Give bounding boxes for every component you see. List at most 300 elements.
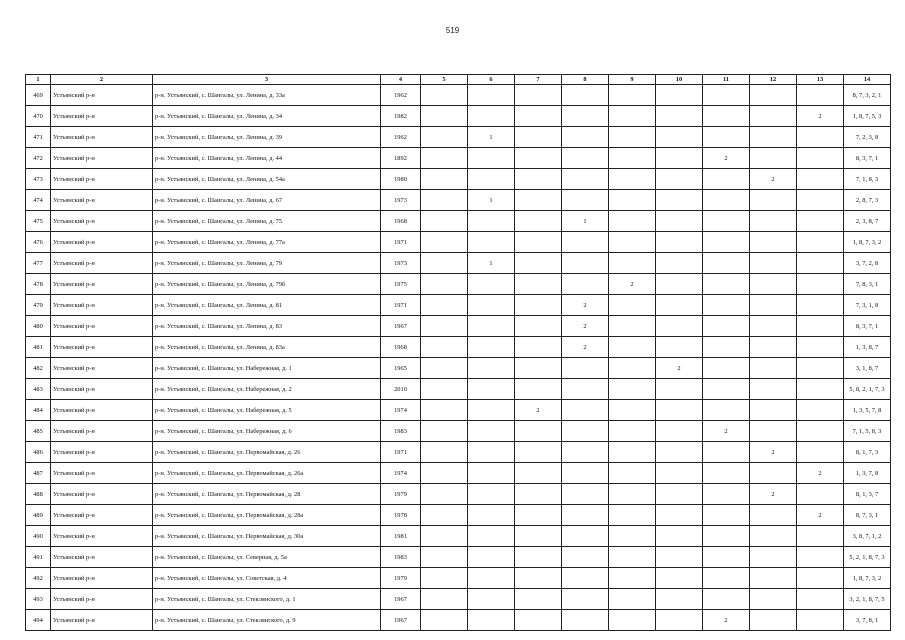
table-cell: Устьянский р-н	[51, 106, 153, 127]
table-cell: Устьянский р-н	[51, 169, 153, 190]
table-cell	[515, 106, 562, 127]
table-row	[26, 106, 891, 127]
table-cell: 2	[797, 505, 844, 526]
table-cell: 489	[26, 505, 51, 526]
table-cell	[703, 358, 750, 379]
table-cell: 1983	[381, 421, 421, 442]
table-cell	[421, 337, 468, 358]
table-cell: 1, 8, 7, 3, 2	[844, 232, 891, 253]
table-cell	[468, 400, 515, 421]
table-cell	[609, 379, 656, 400]
table-cell	[421, 232, 468, 253]
table-cell	[703, 547, 750, 568]
table-cell: 486	[26, 442, 51, 463]
table-cell: р-н. Устьянский, с. Шангалы, ул. Набережная, д. 5	[153, 400, 381, 421]
table-cell: 7, 8, 3, 1	[844, 274, 891, 295]
table-cell: Устьянский р-н	[51, 190, 153, 211]
table-cell	[421, 211, 468, 232]
table-cell: р-н. Устьянский, с. Шангалы, ул. Первомайская, д. 26	[153, 442, 381, 463]
table-cell	[750, 127, 797, 148]
table-cell: 3, 1, 8, 7	[844, 358, 891, 379]
table-cell: р-н. Устьянский, с. Шангалы, ул. Ленина, д. 54а	[153, 169, 381, 190]
table-cell	[703, 190, 750, 211]
table-cell	[797, 127, 844, 148]
table-cell	[750, 505, 797, 526]
table-cell	[656, 337, 703, 358]
table-cell	[656, 610, 703, 631]
table-cell: Устьянский р-н	[51, 547, 153, 568]
table-cell: 478	[26, 274, 51, 295]
table-cell	[562, 610, 609, 631]
table-cell: 8, 7, 3, 1	[844, 505, 891, 526]
table-cell: 469	[26, 85, 51, 106]
table-cell: 481	[26, 337, 51, 358]
table-cell	[703, 463, 750, 484]
table-cell	[656, 253, 703, 274]
table-cell: 1971	[381, 442, 421, 463]
table-cell: 7, 1, 5, 8, 3	[844, 421, 891, 442]
table-cell	[797, 211, 844, 232]
table-cell	[797, 316, 844, 337]
table-cell	[421, 316, 468, 337]
table-cell	[750, 337, 797, 358]
table-cell: 1967	[381, 316, 421, 337]
table-cell: 2010	[381, 379, 421, 400]
table-cell	[421, 400, 468, 421]
table-cell: 475	[26, 211, 51, 232]
table-cell	[797, 589, 844, 610]
table-cell	[609, 127, 656, 148]
table-cell	[421, 547, 468, 568]
table-cell	[703, 232, 750, 253]
table-cell	[750, 148, 797, 169]
table-cell: 2	[562, 295, 609, 316]
table-cell	[609, 484, 656, 505]
table-cell: 482	[26, 358, 51, 379]
table-cell	[515, 127, 562, 148]
table-cell: 7, 1, 8, 3	[844, 169, 891, 190]
table-row	[26, 589, 891, 610]
table-row	[26, 484, 891, 505]
table-cell	[609, 463, 656, 484]
table-cell	[515, 568, 562, 589]
table-cell	[562, 358, 609, 379]
table-cell	[421, 442, 468, 463]
table-cell	[421, 610, 468, 631]
table-cell	[515, 505, 562, 526]
table-cell	[515, 463, 562, 484]
table-cell: Устьянский р-н	[51, 589, 153, 610]
table-cell	[468, 274, 515, 295]
table-cell: 8, 3, 7, 1	[844, 316, 891, 337]
table-cell	[750, 274, 797, 295]
table-cell: р-н. Устьянский, с. Шангалы, ул. Первомайская, д. 28	[153, 484, 381, 505]
table-cell	[468, 568, 515, 589]
table-cell	[750, 589, 797, 610]
table-cell: 488	[26, 484, 51, 505]
table-cell	[703, 379, 750, 400]
table-cell: 484	[26, 400, 51, 421]
table-cell	[656, 127, 703, 148]
header-row	[26, 75, 891, 85]
table-cell	[797, 421, 844, 442]
table-body	[26, 85, 891, 631]
table-cell	[468, 484, 515, 505]
table-cell: 3, 7, 8, 1	[844, 610, 891, 631]
table-cell: р-н. Устьянский, с. Шангалы, ул. Ленина, д. 75	[153, 211, 381, 232]
table-cell	[468, 211, 515, 232]
table-cell	[515, 169, 562, 190]
table-cell: 1971	[381, 295, 421, 316]
table-cell: Устьянский р-н	[51, 85, 153, 106]
table-cell	[468, 610, 515, 631]
table-cell	[468, 358, 515, 379]
table-cell	[609, 358, 656, 379]
table-cell	[750, 526, 797, 547]
table-cell	[703, 127, 750, 148]
table-cell	[750, 85, 797, 106]
table-cell	[468, 232, 515, 253]
table-cell	[468, 106, 515, 127]
table-cell	[562, 421, 609, 442]
table-cell: 8, 1, 7, 3	[844, 442, 891, 463]
table-cell	[703, 211, 750, 232]
table-cell	[515, 484, 562, 505]
table-cell: 1971	[381, 232, 421, 253]
table-cell	[609, 421, 656, 442]
table-cell	[703, 274, 750, 295]
table-cell	[609, 232, 656, 253]
table-cell: 3, 2, 1, 8, 7, 5	[844, 589, 891, 610]
table-cell	[656, 85, 703, 106]
table-row	[26, 337, 891, 358]
column-header-4: 4	[381, 75, 421, 85]
table-cell: 1968	[381, 211, 421, 232]
table-row	[26, 568, 891, 589]
table-cell	[703, 337, 750, 358]
table-cell: 1968	[381, 337, 421, 358]
table-cell	[609, 148, 656, 169]
table-cell	[750, 253, 797, 274]
table-cell	[562, 148, 609, 169]
table-cell: 1	[468, 253, 515, 274]
table-cell	[562, 442, 609, 463]
table-cell	[562, 274, 609, 295]
table-cell: 1	[468, 127, 515, 148]
table-cell	[562, 547, 609, 568]
table-cell	[421, 589, 468, 610]
table-cell: 1975	[381, 274, 421, 295]
table-cell: 1979	[381, 568, 421, 589]
table-cell: 2	[562, 337, 609, 358]
table-cell	[562, 379, 609, 400]
table-cell: Устьянский р-н	[51, 421, 153, 442]
table-cell	[562, 589, 609, 610]
table-cell	[468, 148, 515, 169]
table-row	[26, 379, 891, 400]
table-cell: 2	[703, 610, 750, 631]
table-cell	[609, 190, 656, 211]
table-cell	[468, 589, 515, 610]
table-cell: 493	[26, 589, 51, 610]
table-cell	[421, 274, 468, 295]
table-row	[26, 190, 891, 211]
table-cell	[421, 148, 468, 169]
table-cell	[562, 190, 609, 211]
column-header-11: 11	[703, 75, 750, 85]
table-cell: р-н. Устьянский, с. Шангалы, ул. Советская, д. 4	[153, 568, 381, 589]
table-cell: 3, 8, 7, 1, 2	[844, 526, 891, 547]
table-row	[26, 610, 891, 631]
table-cell: 2	[750, 442, 797, 463]
table-cell: Устьянский р-н	[51, 505, 153, 526]
table-cell	[562, 400, 609, 421]
table-cell: 2	[656, 358, 703, 379]
table-cell: 1	[468, 190, 515, 211]
table-cell	[515, 295, 562, 316]
table-cell	[421, 526, 468, 547]
table-cell: 1980	[381, 169, 421, 190]
table-cell: р-н. Устьянский, с. Шангалы, ул. Ленина, д. 81	[153, 295, 381, 316]
table-cell	[609, 211, 656, 232]
table-cell	[515, 610, 562, 631]
table-cell	[515, 442, 562, 463]
data-table	[25, 74, 891, 631]
table-cell: Устьянский р-н	[51, 568, 153, 589]
table-cell: 1967	[381, 610, 421, 631]
table-cell	[750, 106, 797, 127]
table-cell	[656, 442, 703, 463]
table-row	[26, 148, 891, 169]
table-cell: 1983	[381, 547, 421, 568]
table-cell	[562, 232, 609, 253]
table-cell	[656, 190, 703, 211]
table-cell: 7, 2, 3, 8	[844, 127, 891, 148]
table-cell	[656, 526, 703, 547]
table-cell	[703, 526, 750, 547]
table-cell	[797, 610, 844, 631]
table-cell	[421, 106, 468, 127]
table-cell	[562, 505, 609, 526]
table-cell: Устьянский р-н	[51, 274, 153, 295]
table-cell: Устьянский р-н	[51, 610, 153, 631]
column-header-2: 2	[51, 75, 153, 85]
table-cell	[515, 148, 562, 169]
table-cell: 476	[26, 232, 51, 253]
table-cell: 1, 8, 7, 3, 2	[844, 568, 891, 589]
table-cell	[468, 169, 515, 190]
table-row	[26, 442, 891, 463]
table-cell	[562, 85, 609, 106]
table-cell: 1981	[381, 526, 421, 547]
table-cell: р-н. Устьянский, с. Шангалы, ул. Ленина, д. 77а	[153, 232, 381, 253]
table-cell	[468, 463, 515, 484]
table-cell: 8, 7, 3, 2, 1	[844, 85, 891, 106]
table-row	[26, 295, 891, 316]
table-cell	[609, 400, 656, 421]
table-cell	[703, 295, 750, 316]
table-cell: 2, 3, 8, 7	[844, 211, 891, 232]
table-cell	[421, 379, 468, 400]
table-cell: 5, 2, 1, 8, 7, 3	[844, 547, 891, 568]
table-cell	[515, 526, 562, 547]
table-row	[26, 127, 891, 148]
table-cell	[609, 442, 656, 463]
table-cell	[703, 484, 750, 505]
column-header-10: 10	[656, 75, 703, 85]
table-cell	[609, 505, 656, 526]
table-cell	[656, 211, 703, 232]
table-cell	[797, 253, 844, 274]
table-cell: 2, 8, 7, 3	[844, 190, 891, 211]
table-cell: р-н. Устьянский, с. Шангалы, ул. Ленина, д. 67	[153, 190, 381, 211]
table-cell: 485	[26, 421, 51, 442]
column-header-3: 3	[153, 75, 381, 85]
table-cell: Устьянский р-н	[51, 316, 153, 337]
table-cell	[656, 274, 703, 295]
table-cell	[797, 568, 844, 589]
table-cell	[656, 379, 703, 400]
table-cell: 490	[26, 526, 51, 547]
table-cell: 1, 3, 5, 7, 8	[844, 400, 891, 421]
table-cell: 479	[26, 295, 51, 316]
table-cell	[562, 526, 609, 547]
table-row	[26, 274, 891, 295]
table-cell	[468, 526, 515, 547]
table-cell	[468, 85, 515, 106]
table-cell	[750, 316, 797, 337]
table-cell	[421, 127, 468, 148]
table-cell	[515, 253, 562, 274]
column-header-12: 12	[750, 75, 797, 85]
table-cell: 1978	[381, 505, 421, 526]
table-cell	[797, 274, 844, 295]
table-cell: 492	[26, 568, 51, 589]
table-cell: р-н. Устьянский, с. Шангалы, ул. Первомайская, д. 26а	[153, 463, 381, 484]
table-cell	[468, 295, 515, 316]
table-cell	[562, 106, 609, 127]
table-cell	[421, 85, 468, 106]
table-cell	[562, 127, 609, 148]
table-cell	[609, 610, 656, 631]
table-cell: 477	[26, 253, 51, 274]
table-cell: р-н. Устьянский, с. Шангалы, ул. Северная, д. 5а	[153, 547, 381, 568]
table-cell: 1973	[381, 253, 421, 274]
column-header-6: 6	[468, 75, 515, 85]
table-cell: 1974	[381, 400, 421, 421]
table-cell	[609, 253, 656, 274]
table-cell	[421, 568, 468, 589]
table-cell: р-н. Устьянский, с. Шангалы, ул. Набережная, д. 2	[153, 379, 381, 400]
table-cell	[797, 169, 844, 190]
table-cell	[421, 484, 468, 505]
table-cell: 494	[26, 610, 51, 631]
table-cell	[562, 169, 609, 190]
table-cell: Устьянский р-н	[51, 526, 153, 547]
table-cell	[515, 547, 562, 568]
table-cell: Устьянский р-н	[51, 127, 153, 148]
table-cell: 2	[609, 274, 656, 295]
column-header-8: 8	[562, 75, 609, 85]
table-cell	[703, 568, 750, 589]
table-cell: 1, 3, 7, 8	[844, 463, 891, 484]
table-cell: 2	[750, 169, 797, 190]
table-cell	[656, 232, 703, 253]
table-row	[26, 505, 891, 526]
table-cell	[656, 148, 703, 169]
table-cell	[750, 400, 797, 421]
table-cell: 1982	[381, 106, 421, 127]
table-cell	[656, 484, 703, 505]
table-cell	[750, 547, 797, 568]
table-cell	[750, 211, 797, 232]
table-cell	[609, 85, 656, 106]
table-cell	[515, 337, 562, 358]
table-cell	[750, 190, 797, 211]
table-cell	[703, 169, 750, 190]
table-cell: 5, 8, 2, 1, 7, 3	[844, 379, 891, 400]
table-cell	[609, 589, 656, 610]
table-cell	[421, 169, 468, 190]
table-cell: р-н. Устьянский, с. Шангалы, ул. Стеклянского, д. 1	[153, 589, 381, 610]
table-cell: Устьянский р-н	[51, 379, 153, 400]
table-cell: 1	[562, 211, 609, 232]
table-cell	[515, 421, 562, 442]
table-cell: Устьянский р-н	[51, 253, 153, 274]
table-cell: 2	[703, 148, 750, 169]
table-cell	[609, 526, 656, 547]
table-cell: р-н. Устьянский, с. Шангалы, ул. Ленина, д. 79	[153, 253, 381, 274]
table-cell: 1967	[381, 589, 421, 610]
table-cell	[797, 484, 844, 505]
table-cell: 8, 3, 7, 1	[844, 148, 891, 169]
table-cell	[797, 232, 844, 253]
table-cell	[468, 316, 515, 337]
table-cell: 3, 7, 2, 8	[844, 253, 891, 274]
table-cell: Устьянский р-н	[51, 295, 153, 316]
table-cell: 1973	[381, 190, 421, 211]
table-cell	[656, 505, 703, 526]
table-cell	[797, 547, 844, 568]
table-cell	[703, 253, 750, 274]
table-cell: р-н. Устьянский, с. Шангалы, ул. Стеклянского, д. 9	[153, 610, 381, 631]
table-cell	[421, 421, 468, 442]
table-cell	[703, 589, 750, 610]
table-cell: р-н. Устьянский, с. Шангалы, ул. Набережная, д. 6	[153, 421, 381, 442]
table-cell	[468, 442, 515, 463]
table-cell	[797, 379, 844, 400]
table-cell: 7, 3, 1, 8	[844, 295, 891, 316]
table-cell	[797, 358, 844, 379]
table-cell: 470	[26, 106, 51, 127]
table-cell	[656, 463, 703, 484]
table-cell	[797, 148, 844, 169]
table-row	[26, 211, 891, 232]
table-cell	[703, 442, 750, 463]
table-cell: 1, 8, 7, 5, 3	[844, 106, 891, 127]
table-cell	[515, 316, 562, 337]
table-row	[26, 463, 891, 484]
table-cell	[609, 169, 656, 190]
table-row	[26, 253, 891, 274]
column-header-5: 5	[421, 75, 468, 85]
table-cell	[797, 526, 844, 547]
table-cell: 2	[797, 106, 844, 127]
table-cell: р-н. Устьянский, с. Шангалы, ул. Ленина, д. 33а	[153, 85, 381, 106]
table-row	[26, 526, 891, 547]
table-cell: 2	[750, 484, 797, 505]
table-cell	[421, 505, 468, 526]
